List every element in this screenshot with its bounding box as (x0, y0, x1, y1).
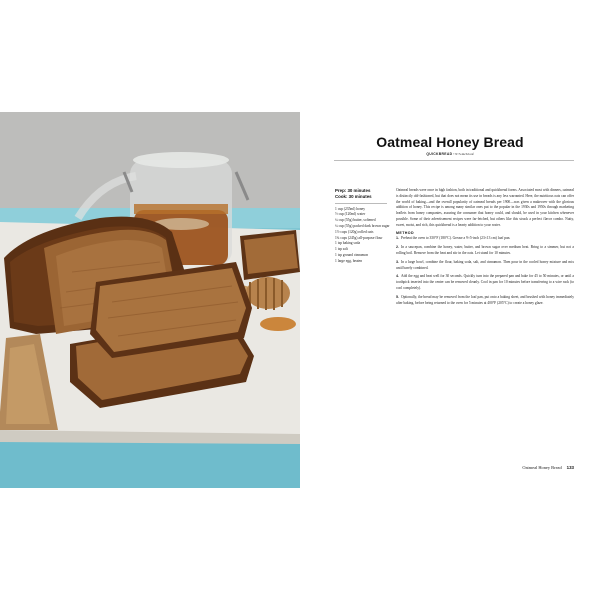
method-step (396, 260, 574, 272)
step-number: 1. (396, 236, 399, 241)
recipe-page (300, 112, 600, 488)
bread-slice-right-graphic (240, 230, 300, 280)
ingredient-item: ½ cup (120ml) water (335, 212, 366, 217)
step-text: Optionally, the bread may be removed from the loaf pan, put onto a baking sheet, and brushed with honey immediately after baking, before being returned to the oven for 5 minutes at 400°F (205°C) to create a honey glaze. (396, 294, 574, 305)
ingredient-item: 1 large egg, beaten (335, 258, 363, 263)
recipe-yield: 9×5-inch loaf (455, 152, 474, 156)
step-text: Add the egg and beat well for 30 seconds. Quickly turn into the prepared pan and bake for 45 to 50 minutes, or until a toothpick inserted into the center can be removed cleanly. Cool in pan for 10 minutes before transferring to a wire rack (to cool completely). (396, 274, 574, 290)
step-text: In a saucepan, combine the honey, water, butter, and brown sugar over medium heat. Bring to a simmer, but not a rolling boil. Remove from the heat and stir in the oats. Let stand for 10 minutes. (396, 245, 574, 255)
page-number: 133 (566, 465, 574, 470)
recipe-category: QUICKBREAD (426, 152, 453, 156)
subline-separator: • (453, 152, 456, 156)
ingredient-item: ¼ cup (55g) packed dark brown sugar (335, 223, 390, 228)
book-spread (0, 112, 600, 488)
step-text: In a large bowl, combine the flour, baking soda, salt, and cinnamon. Then pour in the cooled honey mixture and mix until barely combined. (396, 259, 574, 270)
step-number: 3. (396, 259, 399, 264)
prep-time: Prep: 30 minutes (335, 188, 371, 193)
bread-photo (0, 112, 300, 488)
method-step (396, 295, 574, 307)
step-number: 2. (396, 245, 399, 250)
ingredient-item: 1½ cups (120g) rolled oats (335, 229, 374, 234)
method-steps (396, 236, 574, 306)
time-block (335, 188, 387, 200)
ingredient-item: ¼ cup (55g) butter, softened (335, 218, 376, 223)
method-step (396, 274, 574, 291)
recipe-subline (300, 152, 600, 156)
recipe-title: Oatmeal Honey Bread (376, 134, 524, 150)
ingredient-item: 1 tsp salt (335, 247, 348, 252)
ingredients-divider (335, 203, 387, 204)
step-number: 4. (396, 274, 399, 279)
step-number: 5. (396, 294, 399, 299)
method-heading: METHOD (396, 230, 414, 235)
footer-title: Oatmeal Honey Bread (522, 465, 562, 470)
cook-time: Cook: 30 minutes (335, 193, 372, 199)
recipe-intro: Oatmeal breads were once in high fashion, both in traditional and quickbread forms. Associated most with dinners, oatmeal is distinctly old-fashioned, but that does not mean its use in breads is any less warranted. Here, the nutritious oats can offer the world of baking—and the overall popularity of oatmeal breads per 1900—was given a makeover with the glorious addition of honey. This recipe is among many similar ones put to the popular in the 1930s and 1950s through marketing leaflets from honey companies, assuring the consumer that honey could, and should, be used in your kitchen whenever possible. Some of their advertisement recipes were far-fetched, but others like this struck a perfect flavor combo. Nutty, sweet, moist, and rich, this quickbread is a hearty addition to your roster. (396, 188, 574, 227)
step-text: Preheat the oven to 350°F (180°C). Grease a 9×5-inch (23×13 cm) loaf pan. (401, 236, 511, 241)
title-divider (334, 160, 574, 161)
ingredients-column (335, 188, 390, 265)
ingredient-item: 1 tsp baking soda (335, 241, 361, 246)
ingredient-item: 1 tsp ground cinnamon (335, 252, 369, 257)
method-step (396, 236, 574, 242)
ingredient-item: 1¾ cups (245g) all-purpose flour (335, 235, 383, 240)
ingredient-item: 1 cup (235ml) honey (335, 206, 366, 211)
method-step (396, 245, 574, 257)
ingredients-list (335, 206, 390, 265)
page-footer (522, 465, 574, 470)
recipe-body (396, 188, 574, 309)
